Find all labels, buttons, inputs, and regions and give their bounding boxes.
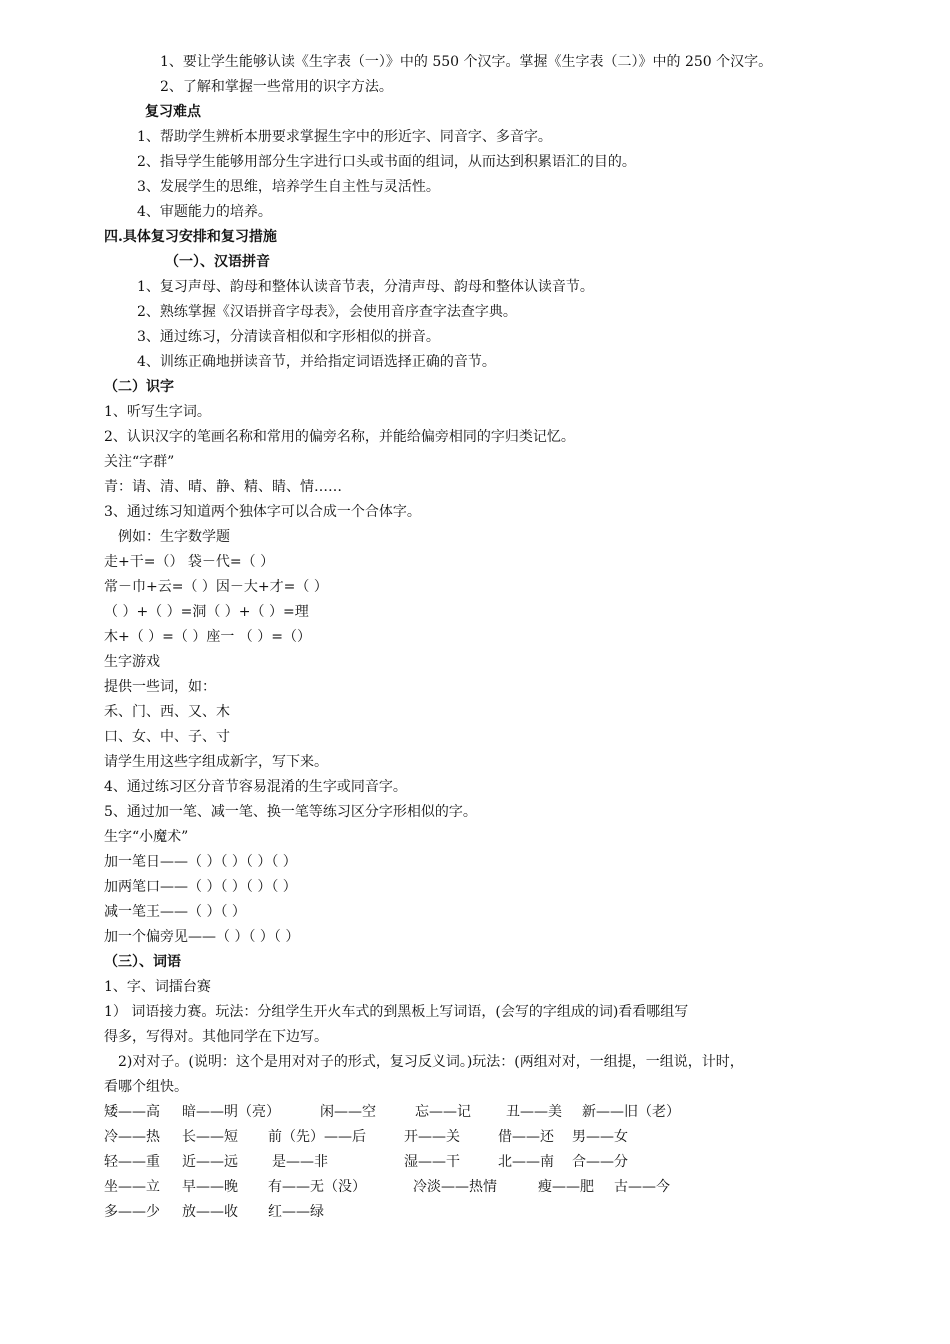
difficulty-item-4: 4、审题能力的培养。 bbox=[137, 204, 272, 220]
goal-item-2: 2、了解和掌握一些常用的识字方法。 bbox=[160, 79, 393, 95]
antonym-pair: 湿——干 bbox=[404, 1154, 460, 1170]
antonym-pair: 多——少 bbox=[104, 1204, 160, 1220]
antonym-pair: 开——关 bbox=[404, 1129, 460, 1145]
antonym-row bbox=[0, 1177, 950, 1197]
antonym-pair: 有——无（没） bbox=[268, 1179, 366, 1195]
antonym-pair: 红——绿 bbox=[268, 1204, 324, 1220]
subsection-heading-words: （三）、词语 bbox=[104, 954, 181, 970]
antonym-pair: 长——短 bbox=[182, 1129, 238, 1145]
magic-line-2: 加两笔口——（ ）（ ）（ ）（ ） bbox=[104, 879, 297, 895]
literacy-item-1: 1、听写生字词。 bbox=[104, 404, 211, 420]
math-puzzle-line-4: 木+（ ）=（ ）座一 （ ）=（） bbox=[104, 629, 311, 645]
word-game-title: 生字游戏 bbox=[104, 654, 160, 670]
antonym-row bbox=[0, 1152, 950, 1172]
literacy-item-3: 3、通过练习知道两个独体字可以合成一个合体字。 bbox=[104, 504, 421, 520]
math-puzzle-line-1: 走+干=（） 袋－代=（ ） bbox=[104, 554, 275, 570]
antonym-pair: 新——旧（老） bbox=[582, 1104, 680, 1120]
antonym-row bbox=[0, 1127, 950, 1147]
math-puzzle-title: 例如：生字数学题 bbox=[118, 529, 230, 545]
word-game-row-1: 禾、门、西、又、木 bbox=[104, 704, 230, 720]
antonym-pair: 冷淡——热情 bbox=[413, 1179, 497, 1195]
math-puzzle-line-2: 常－巾+云=（ ）因－大+才=（ ） bbox=[104, 579, 328, 595]
literacy-example: 青：请、清、晴、静、精、睛、情…… bbox=[104, 479, 342, 495]
difficulty-item-2: 2、指导学生能够用部分生字进行口头或书面的组词，从而达到积累语汇的目的。 bbox=[137, 154, 636, 170]
literacy-item-2: 2、认识汉字的笔画名称和常用的偏旁名称，并能给偏旁相同的字归类记忆。 bbox=[104, 429, 575, 445]
antonym-pair: 冷——热 bbox=[104, 1129, 160, 1145]
section-heading-difficulties: 复习难点 bbox=[145, 104, 201, 120]
words-relay-line-2: 得多，写得对。其他同学在下边写。 bbox=[104, 1029, 328, 1045]
magic-line-4: 加一个偏旁见——（ ）（ ）（ ） bbox=[104, 929, 300, 945]
literacy-item-4: 4、通过练习区分音节容易混淆的生字或同音字。 bbox=[104, 779, 407, 795]
antonym-pair: 男——女 bbox=[572, 1129, 628, 1145]
magic-title: 生字“小魔术” bbox=[104, 829, 189, 845]
word-game-instruction: 请学生用这些字组成新字，写下来。 bbox=[104, 754, 328, 770]
antonym-pair: 前（先）——后 bbox=[268, 1129, 366, 1145]
antonym-pair: 忘——记 bbox=[415, 1104, 471, 1120]
difficulty-item-3: 3、发展学生的思维，培养学生自主性与灵活性。 bbox=[137, 179, 440, 195]
antonym-pair: 坐——立 bbox=[104, 1179, 160, 1195]
words-item-1: 1、字、词擂台赛 bbox=[104, 979, 211, 995]
antonym-pair: 暗——明（亮） bbox=[182, 1104, 280, 1120]
pinyin-item-1: 1、复习声母、韵母和整体认读音节表，分清声母、韵母和整体认读音节。 bbox=[137, 279, 594, 295]
magic-line-1: 加一笔日——（ ）（ ）（ ）（ ） bbox=[104, 854, 297, 870]
antonym-pair: 近——远 bbox=[182, 1154, 238, 1170]
antonym-pair: 古——今 bbox=[614, 1179, 670, 1195]
pinyin-item-2: 2、熟练掌握《汉语拼音字母表》，会使用音序查字法查字典。 bbox=[137, 304, 517, 320]
antonym-pair: 放——收 bbox=[182, 1204, 238, 1220]
word-game-row-2: 口、女、中、子、寸 bbox=[104, 729, 230, 745]
antonym-pair: 矮——高 bbox=[104, 1104, 160, 1120]
pinyin-item-4: 4、训练正确地拼读音节，并给指定词语选择正确的音节。 bbox=[137, 354, 496, 370]
subsection-heading-pinyin: （一）、汉语拼音 bbox=[165, 254, 270, 270]
math-puzzle-line-3: （ ）+（ ）=洞（ ）+（ ）=理 bbox=[104, 604, 309, 620]
antonym-row bbox=[0, 1102, 950, 1122]
antonym-pair: 早——晚 bbox=[182, 1179, 238, 1195]
section-heading-plan: 四.具体复习安排和复习措施 bbox=[104, 229, 277, 245]
antonym-pair: 瘦——肥 bbox=[538, 1179, 594, 1195]
literacy-note: 关注“字群” bbox=[104, 454, 175, 470]
antonym-pair: 丑——美 bbox=[506, 1104, 562, 1120]
difficulty-item-1: 1、帮助学生辨析本册要求掌握生字中的形近字、同音字、多音字。 bbox=[137, 129, 552, 145]
antonym-row bbox=[0, 1202, 950, 1222]
words-relay-line-1: 1） 词语接力赛。玩法：分组学生开火车式的到黑板上写词语，(会写的字组成的词)看看哪组写 bbox=[104, 1004, 689, 1020]
antonym-pair: 借——还 bbox=[498, 1129, 554, 1145]
subsection-heading-literacy: （二）识字 bbox=[104, 379, 174, 395]
word-game-intro: 提供一些词，如： bbox=[104, 679, 216, 695]
words-couplet-line-2: 看哪个组快。 bbox=[104, 1079, 188, 1095]
antonym-pair: 合——分 bbox=[572, 1154, 628, 1170]
antonym-pair: 轻——重 bbox=[104, 1154, 160, 1170]
magic-line-3: 减一笔王——（ ）（ ） bbox=[104, 904, 246, 920]
goal-item-1: 1、要让学生能够认读《生字表（一）》中的 550 个汉字。掌握《生字表（二）》中的 250 个汉字。 bbox=[160, 54, 773, 70]
literacy-item-5: 5、通过加一笔、减一笔、换一笔等练习区分字形相似的字。 bbox=[104, 804, 477, 820]
antonym-pair: 闲——空 bbox=[320, 1104, 376, 1120]
pinyin-item-3: 3、通过练习，分清读音相似和字形相似的拼音。 bbox=[137, 329, 440, 345]
antonym-pair: 北——南 bbox=[498, 1154, 554, 1170]
words-couplet-line-1: 2)对对子。(说明：这个是用对对子的形式，复习反义词。)玩法：(两组对对，一组提，一组说，计时， bbox=[118, 1054, 744, 1070]
antonym-pair: 是——非 bbox=[272, 1154, 328, 1170]
